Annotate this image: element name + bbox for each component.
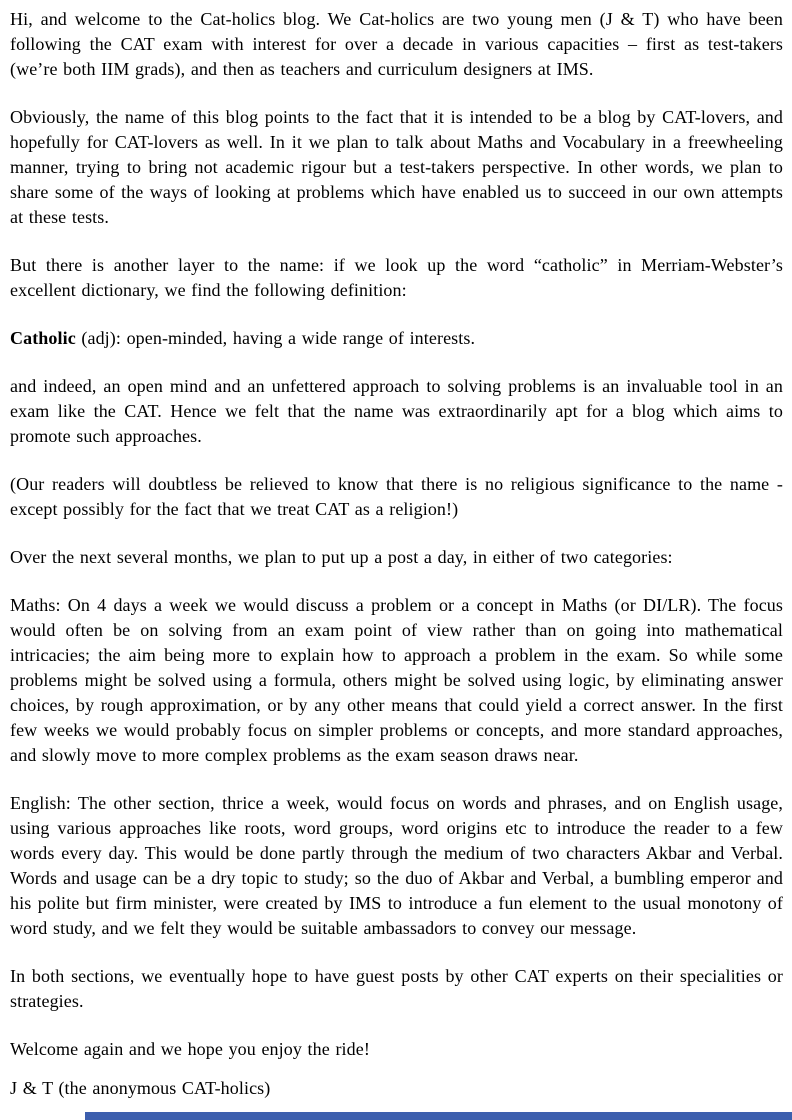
definition-term: Catholic (10, 328, 76, 348)
open-mind-paragraph: and indeed, an open mind and an unfettered approach to solving problems is an invaluable tool in an exam like the CAT. Hence we felt that the name was extraordinarily apt for a blog which aims to promote such approaches. (10, 376, 783, 446)
blog-purpose-paragraph: Obviously, the name of this blog points to the fact that it is intended to be a blog by CAT-lovers, and hopefully for CAT-lovers as well. In it we plan to talk about Maths and Vocabulary in a freewheeling manner, trying to bring not academic rigour but a test-takers perspective. In other words, we plan to share some of the ways of looking at problems which have enabled us to succeed in our own attempts at these tests. (10, 107, 783, 227)
bottom-blue-bar (85, 1112, 792, 1120)
name-layer-paragraph: But there is another layer to the name: if we look up the word “catholic” in Merriam-Webster’s excellent dictionary, we find the following definition: (10, 255, 783, 300)
categories-intro-paragraph: Over the next several months, we plan to put up a post a day, in either of two categories: (10, 547, 673, 567)
welcome-closing-paragraph: Welcome again and we hope you enjoy the ride! (10, 1039, 370, 1059)
religious-note-paragraph: (Our readers will doubtless be relieved to know that there is no religious significance to the name - except possibly for the fact that we treat CAT as a religion!) (10, 474, 783, 519)
english-section-paragraph: English: The other section, thrice a week, would focus on words and phrases, and on English usage, using various approaches like roots, word groups, word origins etc to introduce the reader to a few words every day. This would be done partly through the medium of two characters Akbar and Verbal. Words and usage can be a dry topic to study; so the duo of Akbar and Verbal, a bumbling emperor and his polite but firm minister, were created by IMS to introduce a fun element to the usual monotony of word study, and we felt they would be suitable ambassadors to convey our message. (10, 793, 783, 938)
definition-rest: (adj): open-minded, having a wide range of interests. (75, 328, 476, 348)
definition-paragraph (10, 326, 783, 351)
signature-paragraph: J & T (the anonymous CAT-holics) (10, 1078, 271, 1098)
maths-section-paragraph: Maths: On 4 days a week we would discuss a problem or a concept in Maths (or DI/LR). The focus would often be on solving from an exam point of view rather than on going into mathematical intricacies; the aim being more to explain how to approach a problem in the exam. So while some problems might be solved using a formula, others might be solved using logic, by eliminating answer choices, by rough approximation, or by any other means that could yield a correct answer. In the first few weeks we would probably focus on simpler problems or concepts, and more standard approaches, and slowly move to more complex problems as the exam season draws near. (10, 595, 783, 765)
intro-paragraph: Hi, and welcome to the Cat-holics blog. We Cat-holics are two young men (J & T) who have been following the CAT exam with interest for over a decade in various capacities – first as test-takers (we’re both IIM grads), and then as teachers and curriculum designers at IMS. (10, 9, 783, 79)
guest-posts-paragraph: In both sections, we eventually hope to have guest posts by other CAT experts on their specialities or strategies. (10, 966, 783, 1011)
